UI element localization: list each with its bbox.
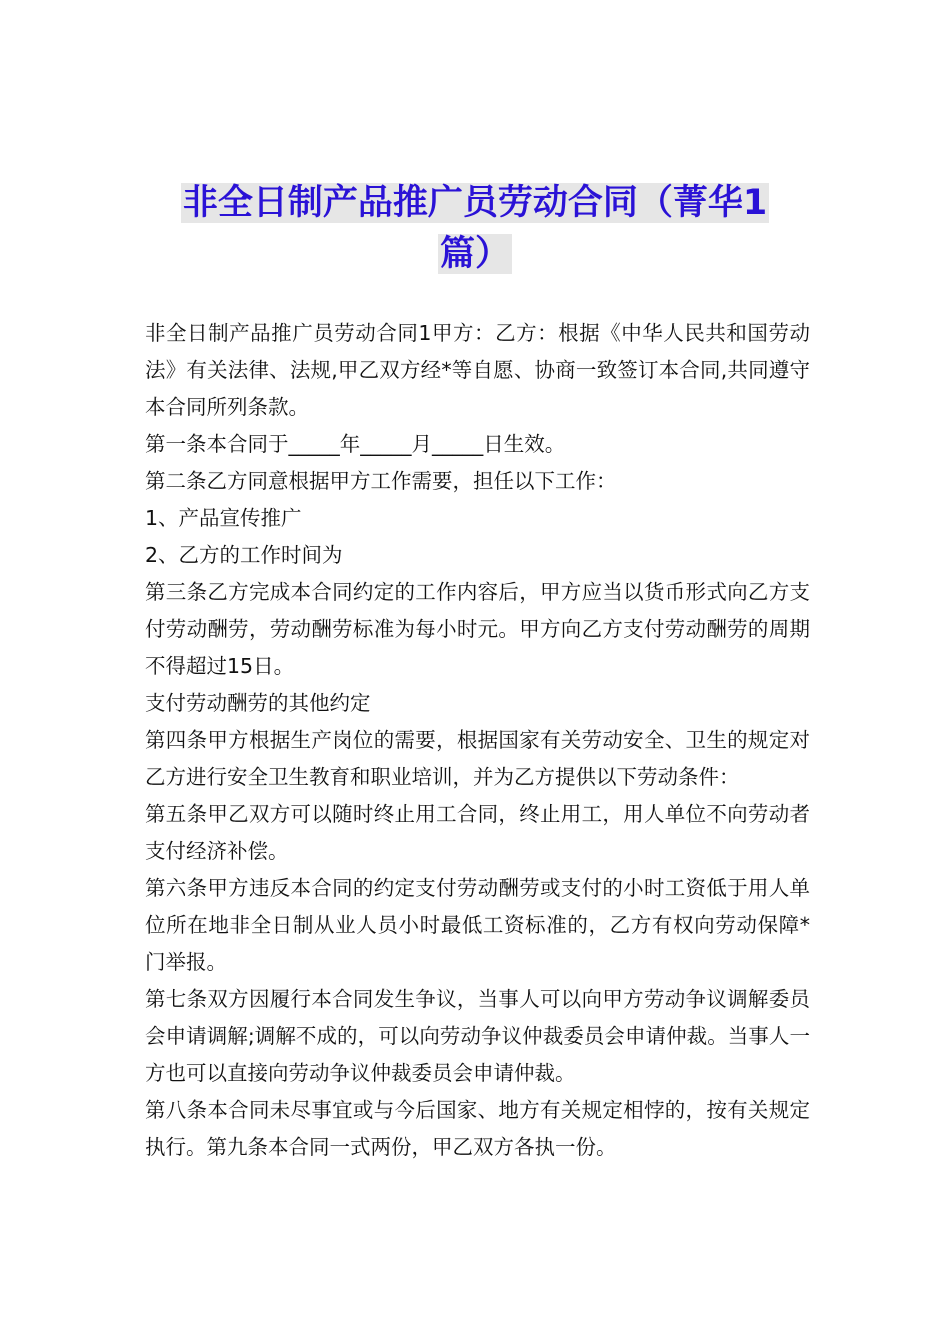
list-item-1: 1、产品宣传推广 [145, 506, 302, 530]
paragraph-article-2: 第二条乙方同意根据甲方工作需要，担任以下工作： [145, 469, 617, 493]
paragraph-article-4: 第四条甲方根据生产岗位的需要，根据国家有关劳动安全、卫生的规定对乙方进行安全卫生教育和职业培训，并为乙方提供以下劳动条件： [145, 728, 810, 789]
paragraph-article-3: 第三条乙方完成本合同约定的工作内容后，甲方应当以货币形式向乙方支付劳动酬劳，劳动酬劳标准为每小时元。甲方向乙方支付劳动酬劳的周期不得超过15日。 [145, 580, 810, 678]
paragraph-article-5: 第五条甲乙双方可以随时终止用工合同，终止用工，用人单位不向劳动者支付经济补偿。 [145, 802, 810, 863]
title-line-1: 非全日制产品推广员劳动合同（菁华1 [182, 183, 768, 223]
paragraph-other-agreement: 支付劳动酬劳的其他约定 [145, 691, 371, 715]
document-title [130, 178, 820, 280]
paragraph-intro: 非全日制产品推广员劳动合同1甲方：乙方：根据《中华人民共和国劳动法》有关法律、法规,甲乙双方经*等自愿、协商一致签订本合同,共同遵守本合同所列条款。 [145, 321, 810, 419]
document-body [145, 315, 810, 1166]
paragraph-article-7: 第七条双方因履行本合同发生争议，当事人可以向甲方劳动争议调解委员会申请调解;调解不成的，可以向劳动争议仲裁委员会申请仲裁。当事人一方也可以直接向劳动争议仲裁委员会申请仲裁。 [145, 987, 810, 1085]
list-item-2: 2、乙方的工作时间为 [145, 543, 343, 567]
paragraph-article-1: 第一条本合同于_____年_____月_____日生效。 [145, 432, 566, 456]
title-line-2: 篇） [439, 234, 510, 274]
paragraph-article-8-9: 第八条本合同未尽事宜或与今后国家、地方有关规定相悖的，按有关规定执行。第九条本合同一式两份，甲乙双方各执一份。 [145, 1098, 810, 1159]
paragraph-article-6: 第六条甲方违反本合同的约定支付劳动酬劳或支付的小时工资低于用人单位所在地非全日制从业人员小时最低工资标准的，乙方有权向劳动保障*门举报。 [145, 876, 810, 974]
